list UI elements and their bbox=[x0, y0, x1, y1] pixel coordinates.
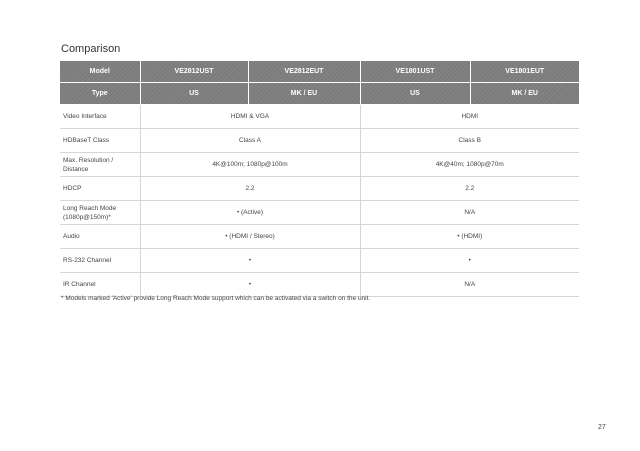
row-label bbox=[60, 177, 140, 201]
cell-ve2812: • (HDMI / Stereo) bbox=[140, 225, 360, 249]
table-row bbox=[60, 249, 579, 273]
row-label bbox=[60, 249, 140, 273]
cell-ve2812: • (Active) bbox=[140, 201, 360, 225]
page-number: 27 bbox=[598, 424, 606, 431]
row-label bbox=[60, 105, 140, 129]
header-row-type bbox=[60, 83, 579, 105]
cell-ve2812: • bbox=[140, 273, 360, 297]
cell-ve1801: N/A bbox=[360, 273, 579, 297]
header-cell-type-ve1801eut: MK / EU bbox=[470, 83, 579, 105]
row-label bbox=[60, 225, 140, 249]
cell-ve1801: • (HDMI) bbox=[360, 225, 579, 249]
cell-ve2812: 4K@100m; 1080p@100m bbox=[140, 153, 360, 177]
header-cell-type-ve2812ust: US bbox=[140, 83, 248, 105]
cell-ve1801: Class B bbox=[360, 129, 579, 153]
cell-ve1801: • bbox=[360, 249, 579, 273]
header-row-model bbox=[60, 61, 579, 83]
row-label-line1: Video Interface bbox=[63, 113, 107, 120]
row-label-line1: Audio bbox=[63, 233, 80, 240]
cell-ve2812: 2.2 bbox=[140, 177, 360, 201]
header-cell-model-ve2812eut: VE2812EUT bbox=[248, 61, 360, 83]
header-cell-type-ve2812eut: MK / EU bbox=[248, 83, 360, 105]
header-cell-model-ve1801ust: VE1801UST bbox=[360, 61, 470, 83]
row-label bbox=[60, 153, 140, 177]
row-label-line1: Long Reach Mode bbox=[63, 204, 117, 212]
footnote: * Models marked 'Active' provide Long Reach Mode support which can be activated via a switch on the unit. bbox=[61, 295, 371, 302]
comparison-table bbox=[60, 61, 579, 297]
row-label-line1: RS-232 Channel bbox=[63, 257, 112, 264]
cell-ve2812: Class A bbox=[140, 129, 360, 153]
row-label-line2: Distance bbox=[63, 165, 89, 173]
row-label bbox=[60, 273, 140, 297]
header-cell-model: Model bbox=[60, 61, 140, 83]
row-label-line2: (1080p@150m)* bbox=[63, 213, 111, 221]
cell-ve2812: HDMI & VGA bbox=[140, 105, 360, 129]
row-label-line1: HDCP bbox=[63, 185, 82, 192]
row-label-line1: Max. Resolution / bbox=[63, 156, 114, 164]
cell-ve1801: 2.2 bbox=[360, 177, 579, 201]
header-cell-type: Type bbox=[60, 83, 140, 105]
cell-ve1801: N/A bbox=[360, 201, 579, 225]
table-row bbox=[60, 225, 579, 249]
header-cell-model-ve2812ust: VE2812UST bbox=[140, 61, 248, 83]
header-cell-model-ve1801eut: VE1801EUT bbox=[470, 61, 579, 83]
row-label bbox=[60, 129, 140, 153]
table-row bbox=[60, 153, 579, 177]
cell-ve1801: HDMI bbox=[360, 105, 579, 129]
row-label-line1: HDBaseT Class bbox=[63, 137, 110, 144]
table-row bbox=[60, 177, 579, 201]
row-label bbox=[60, 201, 140, 225]
table-row bbox=[60, 105, 579, 129]
table-row bbox=[60, 129, 579, 153]
table-row bbox=[60, 201, 579, 225]
header-cell-type-ve1801ust: US bbox=[360, 83, 470, 105]
table-row bbox=[60, 273, 579, 297]
cell-ve1801: 4K@40m; 1080p@70m bbox=[360, 153, 579, 177]
row-label-line1: IR Channel bbox=[63, 281, 96, 288]
cell-ve2812: • bbox=[140, 249, 360, 273]
section-title: Comparison bbox=[61, 43, 121, 55]
